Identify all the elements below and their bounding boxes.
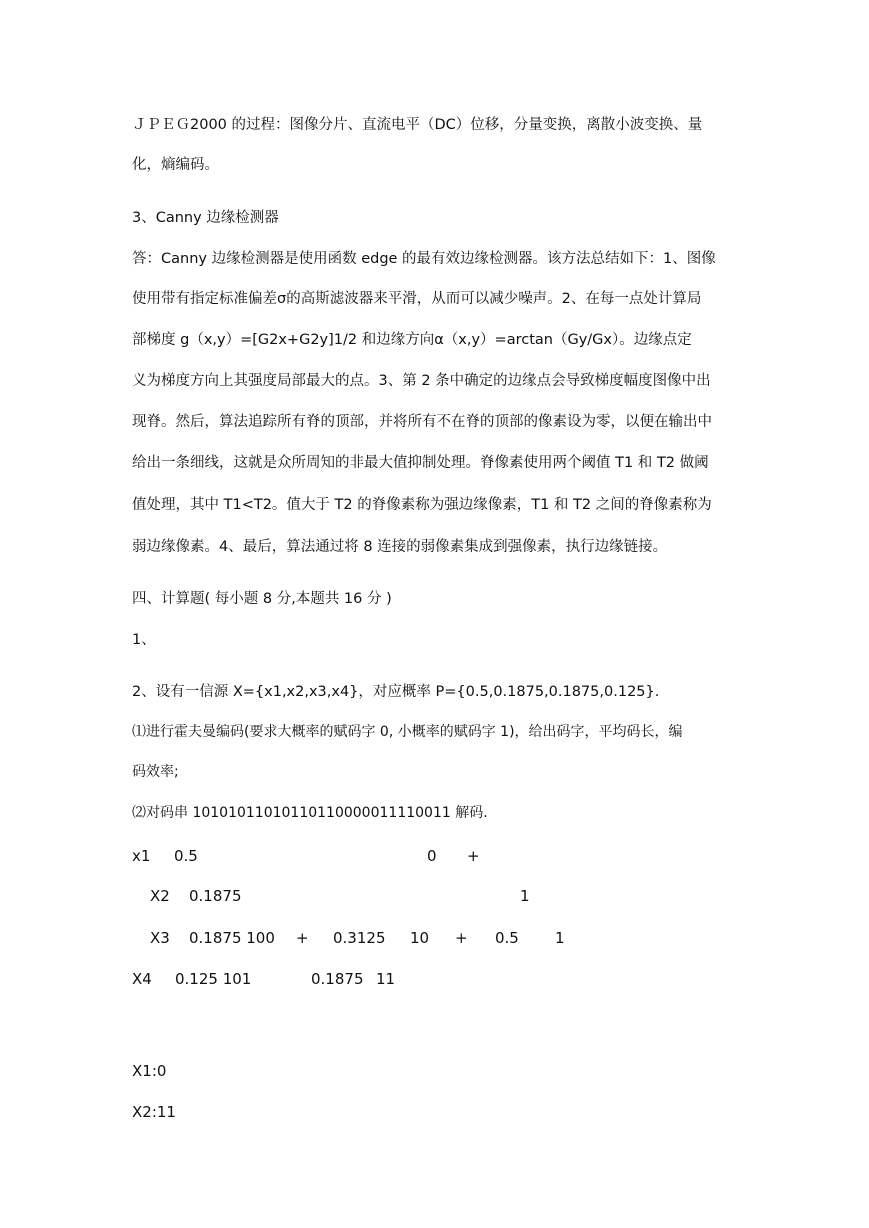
- merged-probability: 0.1875: [311, 970, 364, 988]
- canny-heading: 3、Canny 边缘检测器: [132, 210, 279, 226]
- branch-code: 1: [520, 887, 530, 905]
- probability-value: 0.5: [174, 847, 198, 865]
- symbol-label: X3: [150, 929, 170, 947]
- question-2-part-1-line-1: ⑴进行霍夫曼编码(要求大概率的赋码字 0, 小概率的赋码字 1)，给出码字，平均码长，编: [132, 724, 683, 740]
- symbol-label: X2: [150, 887, 170, 905]
- probability-value: 0.1875: [189, 887, 242, 905]
- jpeg2000-paragraph-line-1: ＪＰＥＧ2000 的过程：图像分片、直流电平（DC）位移，分量变换，离散小波变换、量: [132, 117, 703, 133]
- probability-and-code: 0.1875 100: [189, 929, 275, 947]
- question-2-part-2: ⑵对码串 10101011010110110000011110011 解码.: [132, 805, 488, 821]
- branch-code: 1: [555, 929, 565, 947]
- code-result-x1: X1:0: [132, 1062, 167, 1080]
- canny-answer-line-1: 答：Canny 边缘检测器是使用函数 edge 的最有效边缘检测器。该方法总结如下：1、图像: [132, 251, 716, 267]
- merged-probability: 0.5: [495, 929, 519, 947]
- question-1-label: 1、: [132, 632, 156, 648]
- question-2-part-1-line-2: 码效率;: [132, 764, 179, 780]
- symbol-label: X4: [132, 970, 152, 988]
- canny-answer-line-7: 值处理，其中 T1<T2。值大于 T2 的脊像素称为强边缘像素，T1 和 T2 之间的脊像素称为: [132, 497, 712, 513]
- plus-sign: +: [296, 929, 309, 947]
- branch-code: 11: [376, 970, 396, 988]
- jpeg2000-paragraph-line-2: 化，熵编码。: [132, 157, 219, 173]
- canny-answer-line-6: 给出一条细线，这就是众所周知的非最大值抑制处理。脊像素使用两个阈值 T1 和 T2 做阈: [132, 455, 709, 471]
- canny-answer-line-5: 现脊。然后，算法追踪所有脊的顶部，并将所有不在脊的顶部的像素设为零，以便在输出中: [132, 414, 712, 430]
- canny-answer-line-8: 弱边缘像素。4、最后，算法通过将 8 连接的弱像素集成到强像素，执行边缘链接。: [132, 539, 668, 555]
- probability-and-code: 0.125 101: [175, 970, 252, 988]
- plus-sign: +: [467, 847, 480, 865]
- branch-code: 0: [427, 847, 437, 865]
- plus-sign: +: [455, 929, 468, 947]
- code-result-x2: X2:11: [132, 1103, 176, 1121]
- section-4-heading: 四、计算题( 每小题 8 分,本题共 16 分 ): [132, 591, 392, 607]
- canny-answer-line-3: 部梯度 g（x,y）=[G2x+G2y]1/2 和边缘方向α（x,y）=arctan（Gy/Gx）。边缘点定: [132, 332, 692, 348]
- symbol-label: x1: [132, 847, 151, 865]
- canny-answer-line-2: 使用带有指定标准偏差σ的高斯滤波器来平滑，从而可以减少噪声。2、在每一点处计算局: [132, 291, 702, 307]
- canny-answer-line-4: 义为梯度方向上其强度局部最大的点。3、第 2 条中确定的边缘点会导致梯度幅度图像中出: [132, 373, 711, 389]
- branch-code: 10: [410, 929, 430, 947]
- question-2-statement: 2、设有一信源 X={x1,x2,x3,x4}，对应概率 P={0.5,0.1875,0.1875,0.125}.: [132, 684, 660, 700]
- merged-probability: 0.3125: [333, 929, 386, 947]
